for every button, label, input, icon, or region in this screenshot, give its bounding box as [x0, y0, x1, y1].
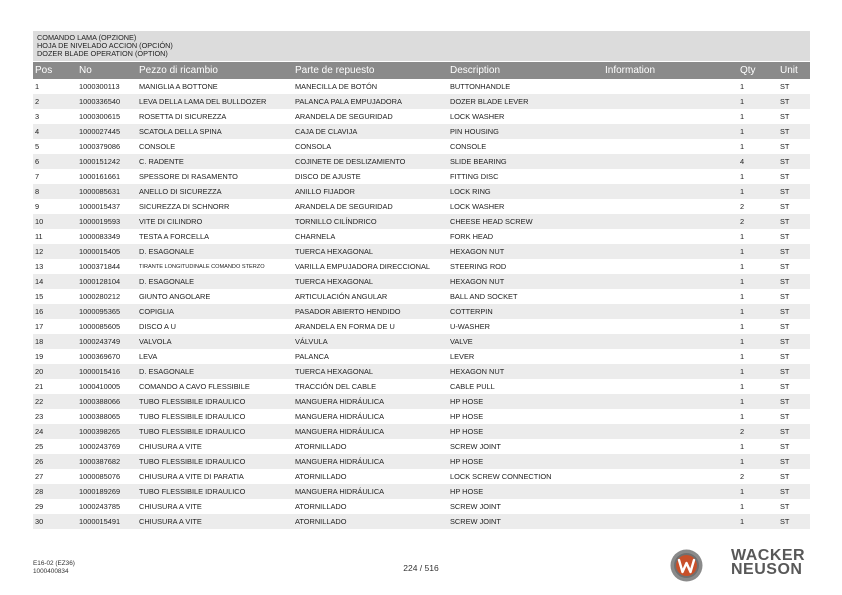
cell-es: CAJA DE CLAVIJA [295, 127, 358, 136]
cell-qty: 1 [740, 322, 745, 331]
section-title-es: HOJA DE NIVELADO ACCION (OPCIÓN) [37, 41, 173, 50]
cell-unit: ST [780, 292, 790, 301]
cell-it: D. ESAGONALE [139, 367, 195, 376]
cell-qty: 1 [740, 307, 745, 316]
cell-pos: 8 [35, 187, 40, 196]
cell-desc: HP HOSE [450, 397, 484, 406]
cell-no: 1000243769 [79, 442, 121, 451]
table-row [33, 319, 810, 334]
cell-no: 1000379086 [79, 142, 121, 151]
table-row [33, 184, 810, 199]
document-code [33, 560, 75, 575]
cell-es: ARANDELA DE SEGURIDAD [295, 202, 393, 211]
cell-pos: 26 [35, 457, 44, 466]
col-header-pezzo: Pezzo di ricambio [139, 65, 218, 76]
parts-table [33, 62, 810, 529]
table-row [33, 424, 810, 439]
cell-pos: 6 [35, 157, 40, 166]
cell-pos: 28 [35, 487, 44, 496]
cell-pos: 3 [35, 112, 40, 121]
cell-pos: 15 [35, 292, 44, 301]
cell-es: MANGUERA HIDRÁULICA [295, 487, 385, 496]
cell-pos: 16 [35, 307, 44, 316]
cell-no: 1000280212 [79, 292, 121, 301]
cell-qty: 1 [740, 442, 745, 451]
cell-desc: STEERING ROD [450, 262, 507, 271]
cell-unit: ST [780, 307, 790, 316]
cell-info [603, 154, 738, 169]
cell-qty: 1 [740, 502, 745, 511]
cell-info [603, 229, 738, 244]
cell-es: TUERCA HEXAGONAL [295, 367, 374, 376]
table-row [33, 214, 810, 229]
cell-unit: ST [780, 472, 790, 481]
table-row [33, 274, 810, 289]
cell-pos: 19 [35, 352, 44, 361]
cell-desc: CABLE PULL [450, 382, 495, 391]
cell-info [603, 109, 738, 124]
table-row [33, 364, 810, 379]
document-code-line1: E16-02 (EZ36) [33, 560, 75, 567]
cell-desc: HEXAGON NUT [450, 367, 505, 376]
cell-qty: 1 [740, 517, 745, 526]
cell-it: CHIUSURA A VITE [139, 502, 202, 511]
cell-es: TORNILLO CILÍNDRICO [295, 217, 377, 226]
col-header-description: Description [450, 65, 501, 76]
brand-line-1: WACKER [731, 547, 806, 564]
cell-pos: 21 [35, 382, 44, 391]
cell-qty: 2 [740, 472, 745, 481]
cell-qty: 1 [740, 397, 745, 406]
cell-it: SPESSORE DI RASAMENTO [139, 172, 238, 181]
cell-no: 1000388065 [79, 412, 121, 421]
cell-es: ANILLO FIJADOR [295, 187, 355, 196]
cell-it: COMANDO A CAVO FLESSIBILE [139, 382, 250, 391]
cell-desc: HP HOSE [450, 427, 484, 436]
cell-unit: ST [780, 367, 790, 376]
cell-info [603, 214, 738, 229]
cell-qty: 1 [740, 457, 745, 466]
cell-it: CONSOLE [139, 142, 176, 151]
cell-pos: 12 [35, 247, 44, 256]
cell-pos: 18 [35, 337, 44, 346]
wacker-neuson-w-logo-icon [670, 549, 703, 582]
cell-qty: 1 [740, 277, 745, 286]
cell-desc: FORK HEAD [450, 232, 494, 241]
cell-unit: ST [780, 172, 790, 181]
cell-pos: 25 [35, 442, 44, 451]
col-header-no: No [79, 65, 92, 76]
cell-it: CHIUSURA A VITE DI PARATIA [139, 472, 244, 481]
table-row [33, 454, 810, 469]
cell-no: 1000161661 [79, 172, 121, 181]
cell-pos: 10 [35, 217, 44, 226]
table-row [33, 79, 810, 94]
cell-no: 1000387682 [79, 457, 121, 466]
cell-unit: ST [780, 82, 790, 91]
col-header-unit: Unit [780, 65, 798, 76]
cell-desc: SCREW JOINT [450, 442, 501, 451]
cell-unit: ST [780, 142, 790, 151]
cell-info [603, 334, 738, 349]
cell-es: ARANDELA EN FORMA DE U [295, 322, 395, 331]
cell-unit: ST [780, 457, 790, 466]
table-row [33, 499, 810, 514]
cell-info [603, 139, 738, 154]
cell-es: ARANDELA DE SEGURIDAD [295, 112, 393, 121]
cell-unit: ST [780, 247, 790, 256]
cell-es: MANGUERA HIDRÁULICA [295, 457, 385, 466]
cell-es: ATORNILLADO [295, 472, 347, 481]
cell-desc: HP HOSE [450, 412, 484, 421]
cell-no: 1000410005 [79, 382, 121, 391]
cell-info [603, 379, 738, 394]
cell-desc: HP HOSE [450, 487, 484, 496]
brand-wordmark [731, 549, 811, 577]
cell-info [603, 199, 738, 214]
cell-qty: 1 [740, 412, 745, 421]
cell-pos: 30 [35, 517, 44, 526]
cell-it: DISCO A U [139, 322, 176, 331]
table-row [33, 139, 810, 154]
cell-es: ATORNILLADO [295, 517, 347, 526]
cell-info [603, 469, 738, 484]
cell-es: DISCO DE AJUSTE [295, 172, 361, 181]
cell-unit: ST [780, 232, 790, 241]
cell-unit: ST [780, 112, 790, 121]
cell-pos: 14 [35, 277, 44, 286]
table-row [33, 199, 810, 214]
col-header-parte: Parte de repuesto [295, 65, 375, 76]
cell-pos: 4 [35, 127, 40, 136]
cell-qty: 1 [740, 292, 745, 301]
cell-qty: 1 [740, 127, 745, 136]
cell-unit: ST [780, 337, 790, 346]
cell-info [603, 124, 738, 139]
cell-desc: BALL AND SOCKET [450, 292, 518, 301]
cell-pos: 24 [35, 427, 44, 436]
cell-qty: 1 [740, 382, 745, 391]
cell-no: 1000085605 [79, 322, 121, 331]
cell-es: MANGUERA HIDRÁULICA [295, 427, 385, 436]
cell-it: TESTA A FORCELLA [139, 232, 210, 241]
cell-it: GIUNTO ANGOLARE [139, 292, 211, 301]
cell-es: ARTICULACIÓN ANGULAR [295, 292, 388, 301]
cell-no: 1000300615 [79, 112, 121, 121]
cell-unit: ST [780, 412, 790, 421]
cell-qty: 1 [740, 262, 745, 271]
cell-es: CONSOLA [295, 142, 332, 151]
cell-unit: ST [780, 262, 790, 271]
table-body [33, 79, 810, 529]
cell-no: 1000095365 [79, 307, 121, 316]
cell-desc: VALVE [450, 337, 473, 346]
cell-no: 1000085076 [79, 472, 121, 481]
cell-desc: LOCK WASHER [450, 202, 505, 211]
cell-it: TUBO FLESSIBILE IDRAULICO [139, 412, 246, 421]
table-row [33, 379, 810, 394]
cell-qty: 2 [740, 217, 745, 226]
cell-unit: ST [780, 427, 790, 436]
cell-qty: 1 [740, 232, 745, 241]
cell-no: 1000189269 [79, 487, 121, 496]
table-row [33, 154, 810, 169]
cell-es: PALANCA PALA EMPUJADORA [295, 97, 402, 106]
cell-es: TUERCA HEXAGONAL [295, 247, 374, 256]
table-row [33, 244, 810, 259]
cell-it: TUBO FLESSIBILE IDRAULICO [139, 487, 246, 496]
cell-it: ANELLO DI SICUREZZA [139, 187, 222, 196]
cell-es: PALANCA [295, 352, 329, 361]
cell-es: VÁLVULA [295, 337, 328, 346]
cell-info [603, 424, 738, 439]
cell-pos: 7 [35, 172, 40, 181]
cell-desc: HEXAGON NUT [450, 277, 505, 286]
cell-desc: CHEESE HEAD SCREW [450, 217, 533, 226]
cell-unit: ST [780, 442, 790, 451]
table-row [33, 409, 810, 424]
cell-pos: 11 [35, 232, 43, 241]
cell-pos: 23 [35, 412, 44, 421]
cell-no: 1000083349 [79, 232, 121, 241]
cell-it: MANIGLIA A BOTTONE [139, 82, 218, 91]
table-row [33, 124, 810, 139]
cell-unit: ST [780, 187, 790, 196]
cell-es: COJINETE DE DESLIZAMIENTO [295, 157, 406, 166]
cell-no: 1000015416 [79, 367, 121, 376]
cell-pos: 27 [35, 472, 44, 481]
table-row [33, 259, 810, 274]
table-header-row [33, 62, 810, 79]
cell-it: D. ESAGONALE [139, 277, 195, 286]
cell-it: TUBO FLESSIBILE IDRAULICO [139, 397, 246, 406]
cell-unit: ST [780, 517, 790, 526]
cell-es: MANGUERA HIDRÁULICA [295, 412, 385, 421]
cell-info [603, 484, 738, 499]
cell-pos: 22 [35, 397, 44, 406]
cell-qty: 1 [740, 97, 745, 106]
cell-it: VALVOLA [139, 337, 172, 346]
cell-qty: 1 [740, 172, 745, 181]
cell-pos: 5 [35, 142, 40, 151]
cell-it: LEVA [139, 352, 158, 361]
cell-no: 1000243749 [79, 337, 121, 346]
cell-qty: 1 [740, 247, 745, 256]
cell-no: 1000128104 [79, 277, 121, 286]
cell-pos: 29 [35, 502, 44, 511]
cell-no: 1000015405 [79, 247, 121, 256]
cell-unit: ST [780, 322, 790, 331]
cell-no: 1000388066 [79, 397, 121, 406]
cell-es: ATORNILLADO [295, 442, 347, 451]
cell-it: D. ESAGONALE [139, 247, 195, 256]
cell-desc: LOCK RING [450, 187, 491, 196]
cell-unit: ST [780, 277, 790, 286]
cell-no: 1000398265 [79, 427, 121, 436]
page-number: 224 / 516 [403, 563, 439, 573]
cell-info [603, 169, 738, 184]
cell-desc: U-WASHER [450, 322, 490, 331]
cell-info [603, 289, 738, 304]
cell-no: 1000300113 [79, 82, 120, 91]
cell-info [603, 274, 738, 289]
cell-unit: ST [780, 202, 790, 211]
document-code-line2: 1000400834 [33, 567, 69, 575]
cell-pos: 20 [35, 367, 44, 376]
cell-it: C. RADENTE [139, 157, 184, 166]
cell-unit: ST [780, 397, 790, 406]
cell-qty: 2 [740, 427, 745, 436]
cell-qty: 1 [740, 82, 745, 91]
cell-qty: 2 [740, 202, 745, 211]
table-row [33, 169, 810, 184]
cell-qty: 1 [740, 142, 745, 151]
cell-info [603, 244, 738, 259]
cell-desc: HP HOSE [450, 457, 484, 466]
cell-it: TUBO FLESSIBILE IDRAULICO [139, 427, 246, 436]
cell-qty: 1 [740, 187, 745, 196]
col-header-information: Information [605, 65, 656, 76]
section-title-en: DOZER BLADE OPERATION (OPTION) [37, 49, 168, 58]
cell-desc: PIN HOUSING [450, 127, 499, 136]
cell-no: 1000019593 [79, 217, 121, 226]
cell-desc: LEVER [450, 352, 475, 361]
cell-no: 1000369670 [79, 352, 121, 361]
cell-desc: SCREW JOINT [450, 517, 501, 526]
col-header-qty: Qty [740, 65, 756, 76]
table-row [33, 484, 810, 499]
cell-desc: LOCK WASHER [450, 112, 505, 121]
cell-qty: 1 [740, 337, 745, 346]
cell-unit: ST [780, 97, 790, 106]
cell-it: LEVA DELLA LAMA DEL BULLDOZER [139, 97, 267, 106]
cell-info [603, 259, 738, 274]
cell-es: MANECILLA DE BOTÓN [295, 82, 378, 91]
cell-info [603, 94, 738, 109]
cell-no: 1000336540 [79, 97, 121, 106]
cell-es: PASADOR ABIERTO HENDIDO [295, 307, 401, 316]
table-row [33, 469, 810, 484]
cell-info [603, 184, 738, 199]
cell-qty: 4 [740, 157, 745, 166]
cell-unit: ST [780, 352, 790, 361]
table-row [33, 304, 810, 319]
brand-line-2: NEUSON [731, 561, 803, 578]
table-row [33, 334, 810, 349]
cell-desc: BUTTONHANDLE [450, 82, 511, 91]
cell-no: 1000015437 [79, 202, 121, 211]
table-row [33, 229, 810, 244]
table-row [33, 94, 810, 109]
cell-it: VITE DI CILINDRO [139, 217, 203, 226]
cell-info [603, 364, 738, 379]
cell-info [603, 499, 738, 514]
cell-unit: ST [780, 217, 790, 226]
cell-info [603, 349, 738, 364]
cell-info [603, 454, 738, 469]
cell-pos: 17 [35, 322, 44, 331]
cell-desc: DOZER BLADE LEVER [450, 97, 529, 106]
cell-pos: 1 [35, 82, 40, 91]
table-row [33, 514, 810, 529]
cell-desc: FITTING DISC [450, 172, 499, 181]
cell-it: TIRANTE LONGITUDINALE COMANDO STERZO [139, 263, 265, 270]
cell-unit: ST [780, 382, 790, 391]
cell-no: 1000027445 [79, 127, 121, 136]
cell-it: CHIUSURA A VITE [139, 517, 202, 526]
cell-unit: ST [780, 157, 790, 166]
cell-desc: SLIDE BEARING [450, 157, 507, 166]
cell-info [603, 79, 738, 94]
cell-no: 1000371844 [79, 262, 121, 271]
cell-qty: 1 [740, 367, 745, 376]
cell-info [603, 409, 738, 424]
cell-info [603, 394, 738, 409]
cell-pos: 2 [35, 97, 40, 106]
cell-no: 1000243785 [79, 502, 121, 511]
table-row [33, 439, 810, 454]
cell-info [603, 439, 738, 454]
cell-it: CHIUSURA A VITE [139, 442, 202, 451]
table-row [33, 349, 810, 364]
cell-info [603, 304, 738, 319]
cell-no: 1000015491 [79, 517, 121, 526]
section-title-block [33, 31, 810, 61]
cell-es: CHARNELA [295, 232, 336, 241]
cell-es: TUERCA HEXAGONAL [295, 277, 374, 286]
cell-info [603, 514, 738, 529]
cell-desc: CONSOLE [450, 142, 487, 151]
table-row [33, 289, 810, 304]
cell-pos: 13 [35, 262, 44, 271]
cell-it: SICUREZZA DI SCHNORR [139, 202, 230, 211]
cell-unit: ST [780, 127, 790, 136]
cell-qty: 1 [740, 112, 745, 121]
cell-desc: LOCK SCREW CONNECTION [450, 472, 552, 481]
cell-desc: HEXAGON NUT [450, 247, 505, 256]
section-title-it: COMANDO LAMA (OPZIONE) [37, 33, 137, 42]
cell-pos: 9 [35, 202, 40, 211]
cell-unit: ST [780, 487, 790, 496]
cell-it: TUBO FLESSIBILE IDRAULICO [139, 457, 246, 466]
cell-desc: COTTERPIN [450, 307, 493, 316]
cell-es: ATORNILLADO [295, 502, 347, 511]
table-row [33, 109, 810, 124]
cell-es: TRACCIÓN DEL CABLE [295, 382, 377, 391]
cell-info [603, 319, 738, 334]
cell-it: ROSETTA DI SICUREZZA [139, 112, 227, 121]
cell-qty: 1 [740, 352, 745, 361]
cell-unit: ST [780, 502, 790, 511]
cell-it: SCATOLA DELLA SPINA [139, 127, 222, 136]
cell-it: COPIGLIA [139, 307, 174, 316]
cell-es: MANGUERA HIDRÁULICA [295, 397, 385, 406]
col-header-pos: Pos [35, 65, 53, 76]
cell-es: VARILLA EMPUJADORA DIRECCIONAL [295, 262, 430, 271]
cell-no: 1000085631 [79, 187, 121, 196]
table-row [33, 394, 810, 409]
cell-qty: 1 [740, 487, 745, 496]
cell-no: 1000151242 [79, 157, 121, 166]
cell-desc: SCREW JOINT [450, 502, 501, 511]
